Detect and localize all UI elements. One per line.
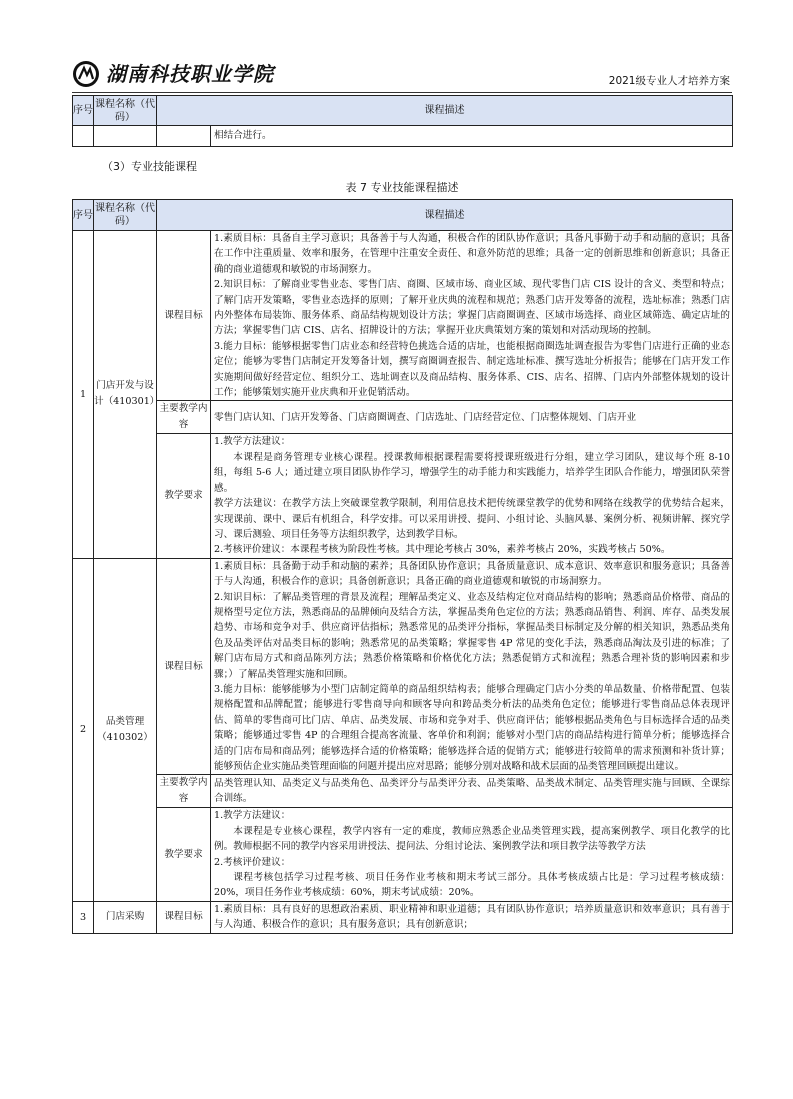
page-header [72, 60, 732, 93]
table-row [73, 401, 733, 434]
table-cell [73, 126, 94, 147]
description-paragraph: 1.素质目标：具备自主学习意识；具备善于与人沟通，积极合作的团队协作意识；具备凡事勤于动手和动脑的意识；具备在工作中注重质量、效率和服务，在管理中注重安全责任、和意外防范的思维；具备一定的创新思维和创新意识；具备正确的商业道德观和敏锐的市场洞察力。 [214, 233, 730, 275]
course-item-description [211, 231, 733, 401]
course-item-label: 课程目标 [157, 231, 211, 401]
description-paragraph: 本课程是商务管理专业核心课程。授课教师根据课程需要将授课班级进行分组，建立学习团队，建议每个班 8-10 组，每组 5-6 人；通过建立项目团队协作学习，增强学生的动手能力和实践能力，培养学生团队合作能力，增强团队荣誉感。 [214, 451, 730, 494]
description-paragraph: 课程考核包括学习过程考核、项目任务作业考核和期末考试三部分。具体考核成绩占比是：学习过程考核成绩：20%，项目任务作业考核成绩：60%，期末考试成绩：20%。 [214, 872, 730, 899]
course-item-description [211, 901, 733, 933]
table-row [73, 808, 733, 901]
desc-header: 课程描述 [157, 200, 733, 231]
description-paragraph: 本课程是专业核心课程，教学内容有一定的难度，教师应熟悉企业品类管理实践，提高案例教学、项目化教学的比例。教师根据不同的教学内容采用讲授法、提问法、分组讨论法、案例教学法和项目教学法等教学方法 [214, 825, 730, 853]
course-seq: 1 [73, 231, 94, 559]
description-paragraph: 1.素质目标：具备勤于动手和动脑的素养；具备团队协作意识；具备质量意识、成本意识、效率意识和服务意识；具备善于与人沟通，积极合作的意识；具备创新意识；具备正确的商业道德观和敏锐的市场洞察力。 [214, 560, 730, 588]
course-item-label: 课程目标 [157, 901, 211, 933]
table-row [73, 434, 733, 558]
continuation-text: 相结合进行。 [211, 126, 733, 147]
description-paragraph: 2.考核评价建议： [214, 856, 291, 868]
description-paragraph: 2.考核评价建议：本课程考核为阶段性考核。其中理论考核占 30%，素养考核占 20%，实践考核占 50%。 [214, 544, 671, 556]
seq-header: 序号 [73, 96, 94, 126]
description-paragraph: 3.能力目标：能够根据零售门店业态和经营特色挑选合适的店址，也能根据商圈选址调查报告为零售门店进行正确的业态定位；能够为零售门店制定开发筹备计划，撰写商圈调查报告、制定选址标准、撰写选址分析报告；能够在门店开发工作实施期间做好经营定位、组织分工、选址调查以及商品结构、服务体系、CIS、店名、招牌、门店内外部整体规划的设计工作；能够策划实施开业庆典和开业促销活动。 [214, 340, 730, 399]
description-paragraph: 零售门店认知、门店开发筹备、门店商圈调查、门店选址、门店经营定位、门店整体规划、门店开业 [214, 411, 637, 423]
table-row [73, 775, 733, 808]
course-seq: 2 [73, 558, 94, 901]
table-cell [94, 126, 157, 147]
description-paragraph: 2.知识目标：了解品类管理的背景及流程；理解品类定义、业态及结构定位对商品结构的影响；熟悉商品价格带、商品的规格型号定位方法，熟悉商品的品牌倾向及结合方法，掌握品类角色定位的方法；熟悉商品销售、利润、库存、品类发展趋势、市场和竞争对手、供应商评估指标；熟悉常见的品类评分指标，掌握品类目标制定及分解的相关知识，熟悉品类角色及品类评估对品类目标的影响；熟悉常见的品类策略；掌握零售 4P 常见的变化手法，熟悉商品淘汰及引进的标准；了解门店布局方式和商品陈列方法；熟悉价格策略和价格优化方法；熟悉促销方式和流程；熟悉合理补货的影响因素和步骤；）了解品类管理实施和回顾。 [214, 591, 730, 680]
description-paragraph: 1.教学方法建议： [214, 436, 291, 448]
table-cell [157, 126, 211, 147]
course-item-label: 教学要求 [157, 808, 211, 901]
description-paragraph: 2.知识目标：了解商业零售业态、零售门店、商圈、区域市场、商业区域、现代零售门店 CIS 设计的含义、类型和特点；了解门店开发策略，零售业态选择的原则；了解开业庆典的流程和规范；熟悉门店开发筹备的流程，选址标准；熟悉门店内外整体布局装饰、服务体系、商品结构规划设计方法；掌握门店商圈调查、区域市场选择、商业区域筛选、确定店址的方法；掌握零售门店 CIS、店名、招牌设计的方法；掌握开业庆典策划方案的策划和对活动现场的控制。 [214, 279, 730, 337]
course-item-description [211, 775, 733, 808]
course-item-description [211, 558, 733, 775]
seq-header: 序号 [73, 200, 94, 231]
description-paragraph: 1.素质目标：具有良好的思想政治素质、职业精神和职业道德；具有团队协作意识；培养质量意识和效率意识；具有善于与人沟通、积极合作的意识；具有服务意识；具有创新意识； [214, 903, 730, 931]
course-header: 课程名称（代码） [94, 96, 157, 126]
course-list [73, 231, 733, 934]
school-name: 湖南科技职业学院 [106, 62, 274, 86]
course-header: 课程名称（代码） [94, 200, 157, 231]
description-paragraph: 品类管理认知、品类定义与品类角色、品类评分与品类评分表、品类策略、品类战术制定、品类管理实施与回顾、全课综合训练。 [214, 778, 730, 805]
continuation-table [72, 95, 733, 147]
table-row [73, 231, 733, 401]
school-logo-icon [72, 60, 100, 88]
course-item-description [211, 434, 733, 558]
course-item-description [211, 401, 733, 434]
course-item-label: 主要教学内容 [157, 775, 211, 808]
course-item-label: 课程目标 [157, 558, 211, 775]
table-row [73, 901, 733, 933]
course-name: 门店开发与设计（410301） [94, 231, 157, 559]
skill-course-table [72, 199, 733, 934]
plan-title: 2021级专业人才培养方案 [608, 75, 730, 87]
course-seq: 3 [73, 901, 94, 933]
course-item-description [211, 808, 733, 901]
table-caption: 表 7 专业技能课程描述 [345, 181, 459, 194]
description-paragraph: 1.教学方法建议： [214, 810, 291, 822]
course-name: 品类管理（410302） [94, 558, 157, 901]
description-paragraph: 教学方法建议：在教学方法上突破课堂教学限制，利用信息技术把传统课堂教学的优势和网络在线教学的优势结合起来，实现课前、课中、课后有机组合，科学安排。可以采用讲授、提问、小组讨论、头脑风暴、案例分析、视频讲解、探究学习、课后测验、项目任务等方法组织教学，达到教学目标。 [214, 498, 730, 540]
description-paragraph: 3.能力目标：能够能够为小型门店制定简单的商品组织结构表；能够合理确定门店小分类的单品数量、价格带配置、包装规格配置和品牌配置；能够进行零售商导向和顾客导向和跨品类分析法的品类角色定位；能够进行零售商品总体表现评估、简单的零售商可比门店、单店、品类发展、市场和竞争对手、供应商评估；能够根据品类角色与目标选择合适的品类策略；能够通过零售 4P 的合理组合提高客流量、客单价和利润；能够对小型门店的商品结构进行简单分析；能够选择合适的门店布局和商品列；能够选择合适的价格策略；能够选择合适的促销方式；能够进行较简单的需求预测和补货计算；能够预估企业实施品类管理面临的问题并提出应对思路；能够分别对战略和战术层面的品类管理回顾提出建议。 [214, 683, 730, 772]
course-name: 门店采购 [94, 901, 157, 933]
course-item-label: 主要教学内容 [157, 401, 211, 434]
table-row [73, 558, 733, 775]
section-title: （3）专业技能课程 [102, 160, 197, 173]
course-item-label: 教学要求 [157, 434, 211, 558]
desc-header: 课程描述 [157, 96, 733, 126]
